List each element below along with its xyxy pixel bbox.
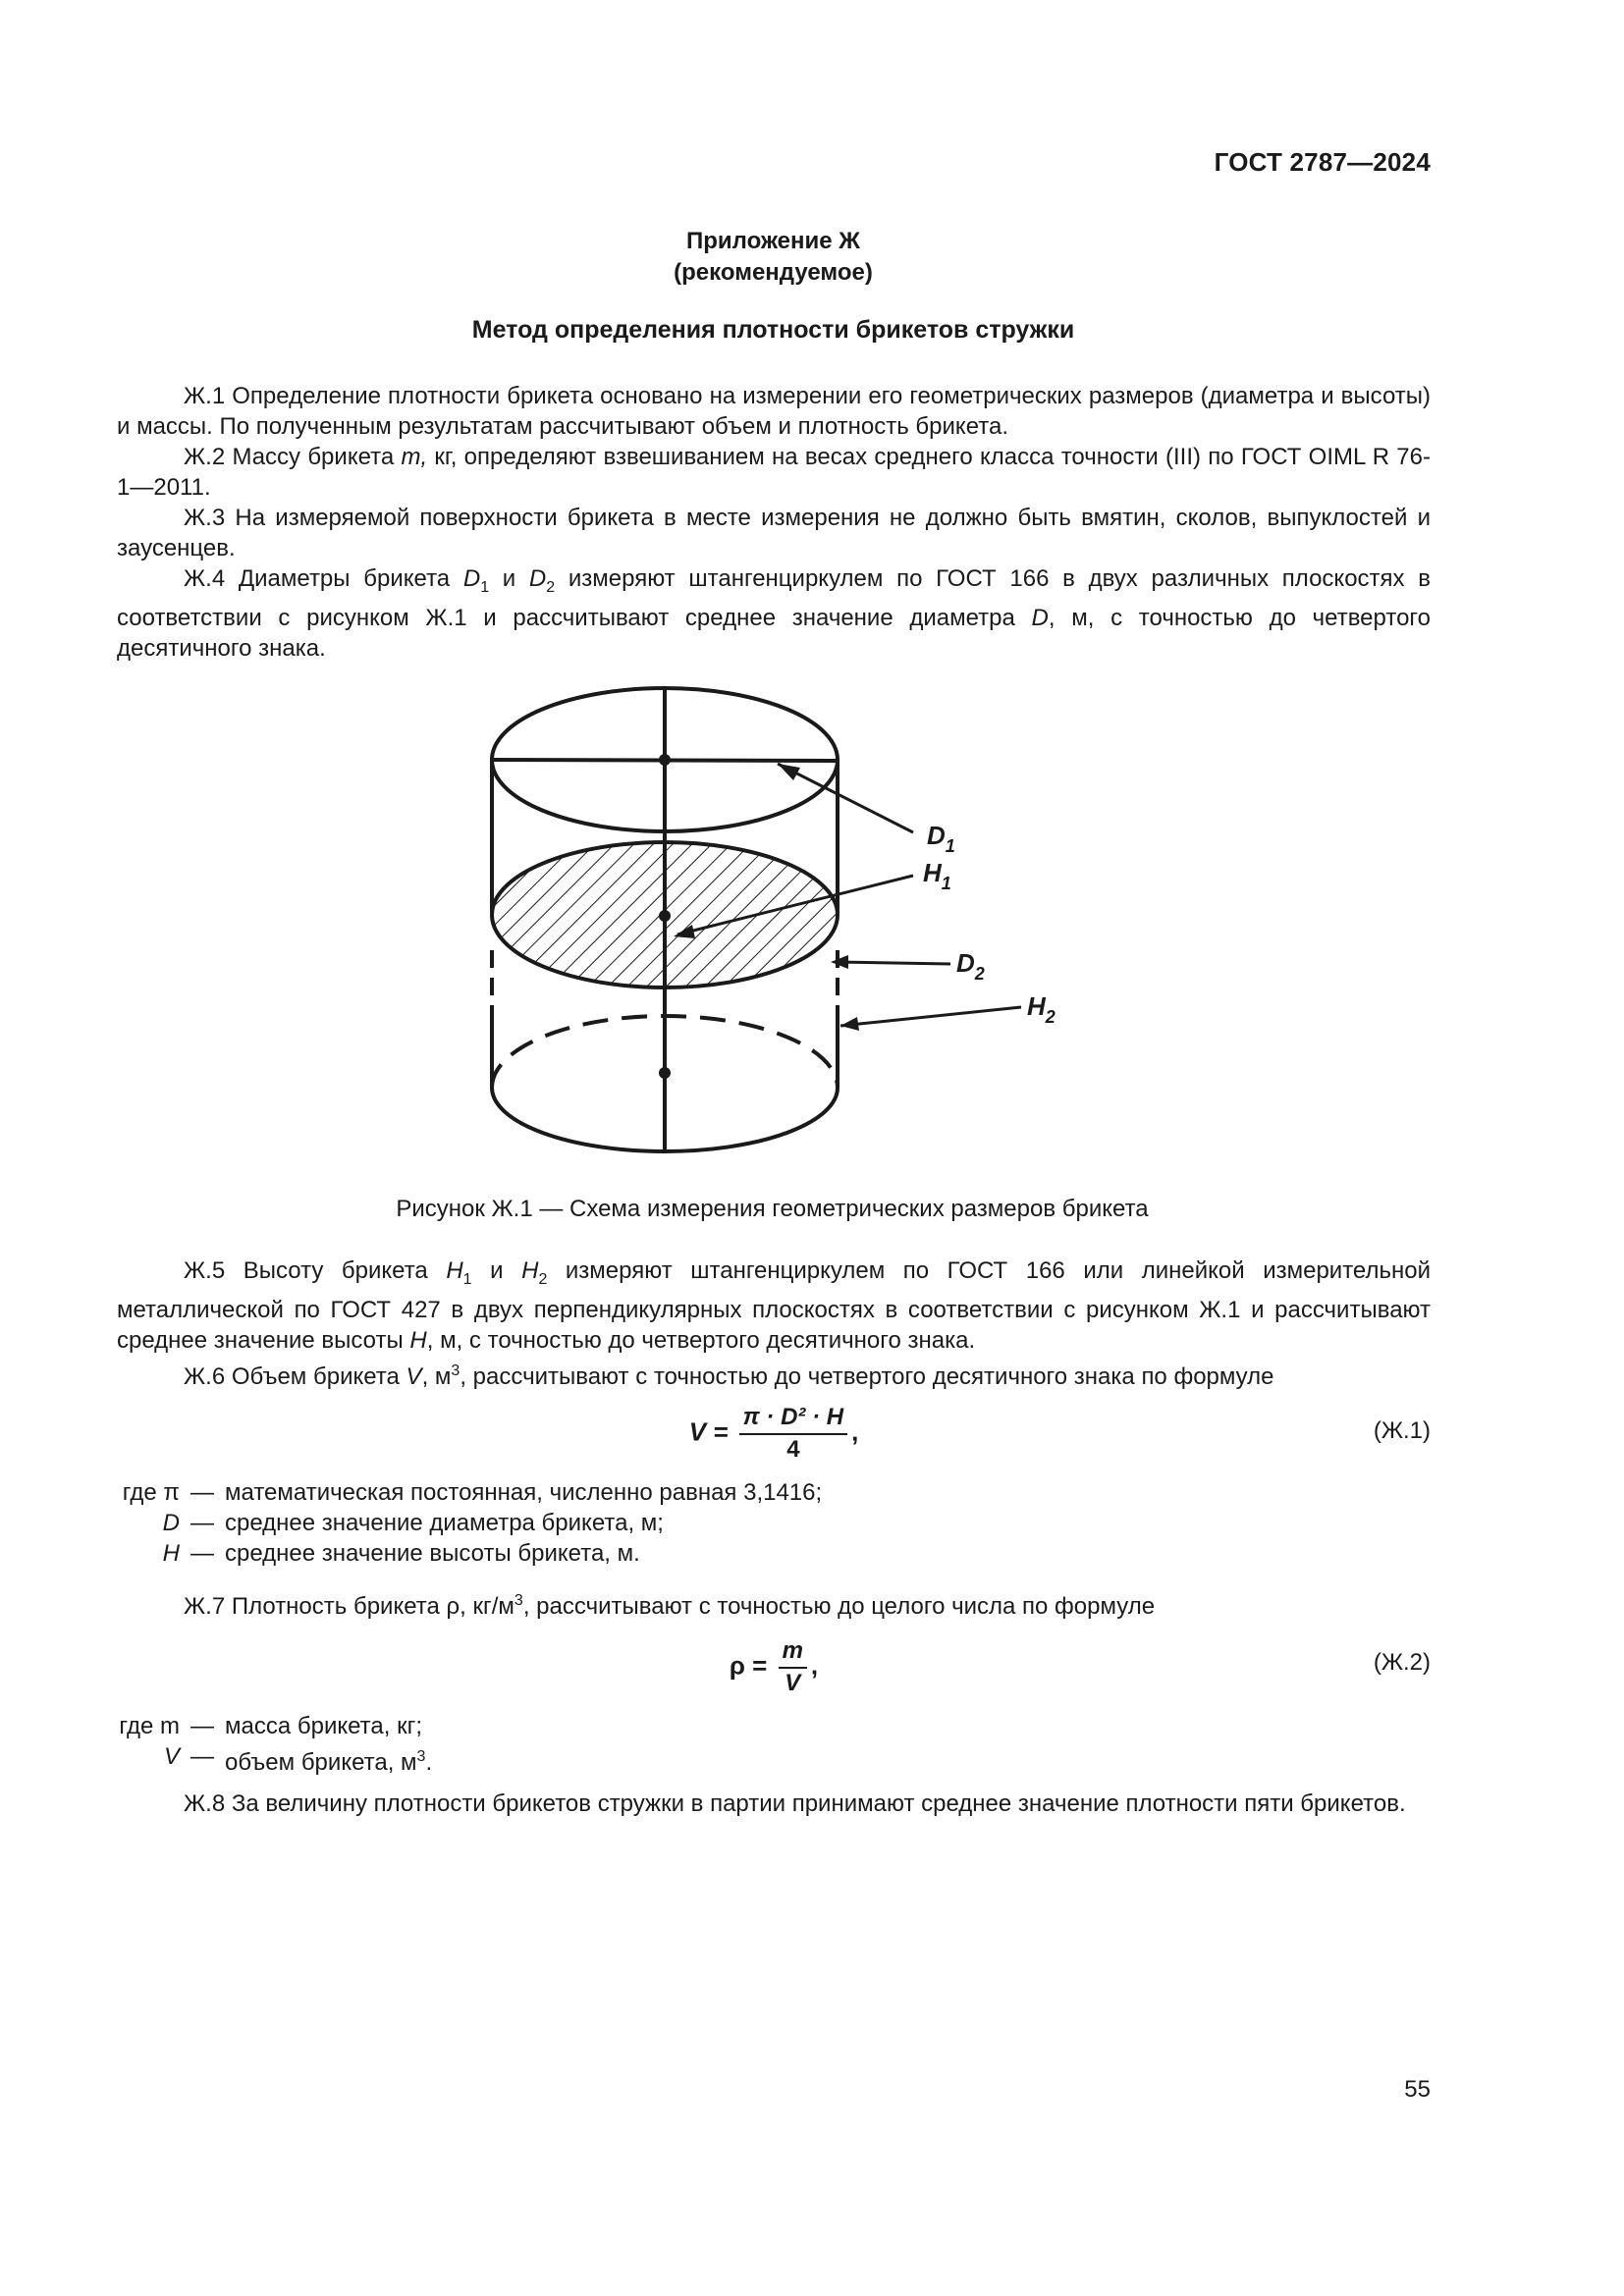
paragraph-zh6: Ж.6 Объем брикета V, $м^3$, рассчитывают с точностью до четвертого десятичного знака по формуле bbox=[184, 1362, 1274, 1390]
point-middle bbox=[659, 910, 671, 922]
formula-zh1-numerator: π · D² · H bbox=[739, 1404, 847, 1435]
page-number: 55 bbox=[1404, 2076, 1431, 2103]
arrow-h2 bbox=[840, 1017, 859, 1031]
label-d1: $D_1$ bbox=[927, 821, 955, 856]
formula-zh1-fraction bbox=[739, 1404, 847, 1464]
paragraph-zh7: Ж.7 Плотность брикета ρ, $кг/м^3$, рассчитывают с точностью до целого числа по формуле bbox=[184, 1592, 1156, 1620]
formula-zh2-denominator: V bbox=[785, 1670, 801, 1696]
definition-row: D — среднее значение диаметра брикета, м; bbox=[162, 1510, 664, 1536]
label-h1: $H_1$ bbox=[923, 858, 951, 893]
formula-zh2-numerator: m bbox=[779, 1637, 807, 1669]
label-d2: $D_2$ bbox=[956, 948, 985, 984]
final-paragraph bbox=[117, 1789, 1431, 1819]
point-top bbox=[659, 754, 671, 766]
definition-row: где π — математическая постоянная, численно равная 3,1416; bbox=[122, 1479, 823, 1506]
figure-zh1 bbox=[0, 677, 1624, 1168]
formula-zh2-row bbox=[117, 1637, 1431, 1696]
paragraph-zh8: Ж.8 За величину плотности брикетов стружки в партии принимают среднее значение плотности пяти брикетов. bbox=[184, 1790, 1406, 1817]
paragraph-zh5: Ж.5 Высоту брикета $H_1$ и $H_2$ измеряют штангенциркулем по ГОСТ 166 или линейкой измерительной металлической по ГОСТ 427 в двух перпендикулярных плоскостях в соответствии с рисунком Ж.1 и рассчитывают среднее значение высоты H, м, с точностью до четвертого десятичного знака. bbox=[117, 1257, 1431, 1354]
figure-caption: Рисунок Ж.1 — Схема измерения геометрических размеров брикета bbox=[396, 1196, 1149, 1222]
density-paragraph bbox=[117, 1585, 1431, 1622]
definitions-zh1 bbox=[117, 1477, 1431, 1569]
document-code: ГОСТ 2787—2024 bbox=[1214, 147, 1431, 177]
formula-zh1-row bbox=[117, 1404, 1431, 1463]
arrow-d1 bbox=[778, 764, 800, 780]
cylinder-diagram bbox=[0, 677, 1624, 1168]
leader-h2 bbox=[840, 1007, 1021, 1026]
leader-d2 bbox=[837, 962, 950, 964]
formula-zh2-number: (Ж.2) bbox=[1373, 1649, 1431, 1676]
paragraph-zh4: Ж.4 Диаметры брикета $D_1$ и $D_2$ измеряют штангенциркулем по ГОСТ 166 в двух различных плоскостях в соответствии с рисунком Ж.1 и рассчитывают среднее значение диаметра D, м, с точностью до четвертого десятичного знака. bbox=[117, 565, 1431, 662]
point-bottom bbox=[659, 1067, 671, 1079]
appendix-status: (рекомендуемое) bbox=[674, 259, 873, 286]
section-title: Метод определения плотности брикетов стружки bbox=[471, 316, 1075, 344]
definition-row: V — объем брикета, $м^3$. bbox=[163, 1743, 433, 1776]
paragraph-zh1: Ж.1 Определение плотности брикета основано на измерении его геометрических размеров (диаметра и высоты) и массы. По полученным результатам рассчитывают объем и плотность брикета. bbox=[117, 383, 1431, 440]
intro-paragraphs bbox=[117, 381, 1431, 664]
definitions-zh2 bbox=[117, 1711, 1431, 1778]
definition-row: где m — масса брикета, кг; bbox=[119, 1713, 423, 1739]
leader-d1 bbox=[778, 764, 913, 832]
formula-zh2-fraction bbox=[779, 1637, 807, 1697]
label-h2: $H_2$ bbox=[1027, 991, 1056, 1027]
paragraph-zh2: Ж.2 Массу брикета m, кг, определяют взвешиванием на весах среднего класса точности (III) по ГОСТ OIML R 76-1—2011. bbox=[117, 444, 1431, 501]
appendix-heading bbox=[0, 226, 1546, 289]
formula-zh1-denominator: 4 bbox=[786, 1436, 800, 1463]
measurement-paragraphs bbox=[117, 1255, 1431, 1392]
appendix-title: Приложение Ж bbox=[686, 228, 860, 254]
paragraph-zh3: Ж.3 На измеряемой поверхности брикета в месте измерения не должно быть вмятин, сколов, выпуклостей и заусенцев. bbox=[117, 505, 1431, 561]
formula-zh1: V = $\frac{\text{π · D² · H}}{4}$ , bbox=[688, 1404, 859, 1463]
definition-row: H — среднее значение высоты брикета, м. bbox=[162, 1540, 640, 1567]
formula-zh2: ρ = $\frac{m}{V}$ , bbox=[729, 1637, 819, 1696]
formula-zh1-number: (Ж.1) bbox=[1373, 1417, 1431, 1444]
